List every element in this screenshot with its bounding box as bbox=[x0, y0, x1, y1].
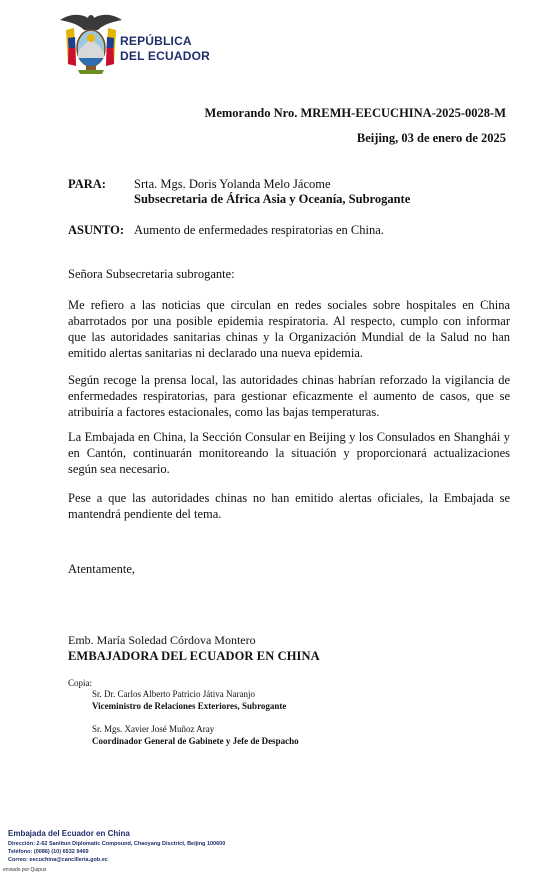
recipient-label: PARA: bbox=[68, 177, 106, 191]
signer-name: Emb. María Soledad Córdova Montero bbox=[68, 633, 256, 647]
brand-name bbox=[120, 34, 210, 64]
footer-phone: Teléfono: (0086) (10) 6532 9469 bbox=[8, 849, 89, 855]
footer-email: Correo: eecuchina@cancilleria.gob.ec bbox=[8, 857, 108, 863]
copy-recipient-name: Sr. Dr. Carlos Alberto Patricio Játiva Naranjo bbox=[92, 689, 255, 699]
recipient-name: Srta. Mgs. Doris Yolanda Melo Jácome bbox=[134, 177, 331, 191]
recipient-title: Subsecretaria de África Asia y Oceanía, Subrogante bbox=[134, 192, 411, 206]
footer-embassy-name: Embajada del Ecuador en China bbox=[8, 829, 130, 838]
brand-line-1: REPÚBLICA bbox=[120, 34, 192, 48]
salutation: Señora Subsecretaria subrogante: bbox=[68, 267, 235, 281]
subject-label: ASUNTO: bbox=[68, 223, 125, 237]
copy-recipient-title: Coordinador General de Gabinete y Jefe de Despacho bbox=[92, 736, 299, 746]
footer-generated-by: enviado por Quipux bbox=[3, 867, 47, 873]
memo-number: Memorando Nro. MREMH-EECUCHINA-2025-0028-M bbox=[204, 106, 506, 120]
subject-text: Aumento de enfermedades respiratorias en China. bbox=[134, 223, 384, 237]
closing: Atentamente, bbox=[68, 562, 135, 576]
copy-recipient-title: Viceministro de Relaciones Exteriores, Subrogante bbox=[92, 701, 287, 711]
body-paragraph: Pese a que las autoridades chinas no han emitido alertas oficiales, la Embajada se mantendrá pendiente del tema. bbox=[68, 491, 510, 521]
signer-title: EMBAJADORA DEL ECUADOR EN CHINA bbox=[68, 649, 320, 663]
body-paragraph: Me refiero a las noticias que circulan en redes sociales sobre hospitales en China abarrotados por una posible epidemia respiratoria. Al respecto, cumplo con informar que las autoridades sanitarias chinas y la Organización Mundial de la Salud no han emitido alertas sanitarias ni declarado una nueva epidemia. bbox=[68, 298, 510, 360]
ecuador-coat-of-arms-logo bbox=[58, 8, 124, 78]
footer-address: Dirección: 2-62 Sanlitun Diplomatic Compound, Chaoyang Disctrict, Beijing 100600 bbox=[8, 841, 226, 847]
memo-date: Beijing, 03 de enero de 2025 bbox=[356, 131, 506, 145]
copy-recipient-name: Sr. Mgs. Xavier José Muñoz Aray bbox=[92, 724, 215, 734]
copies-label: Copia: bbox=[68, 678, 92, 688]
brand-line-2: DEL ECUADOR bbox=[120, 49, 210, 63]
body-paragraph: La Embajada en China, la Sección Consular en Beijing y los Consulados en Shanghái y en Cantón, continuarán monitoreando la situación y proporcionará actualizaciones según sea necesario. bbox=[68, 430, 510, 476]
body-paragraph: Según recoge la prensa local, las autoridades chinas habrían reforzado la vigilancia de enfermedades respiratorias, para gestionar eficazmente el aumento de casos, que se atribuiría a factores estacionales, como las bajas temperaturas. bbox=[68, 373, 510, 419]
